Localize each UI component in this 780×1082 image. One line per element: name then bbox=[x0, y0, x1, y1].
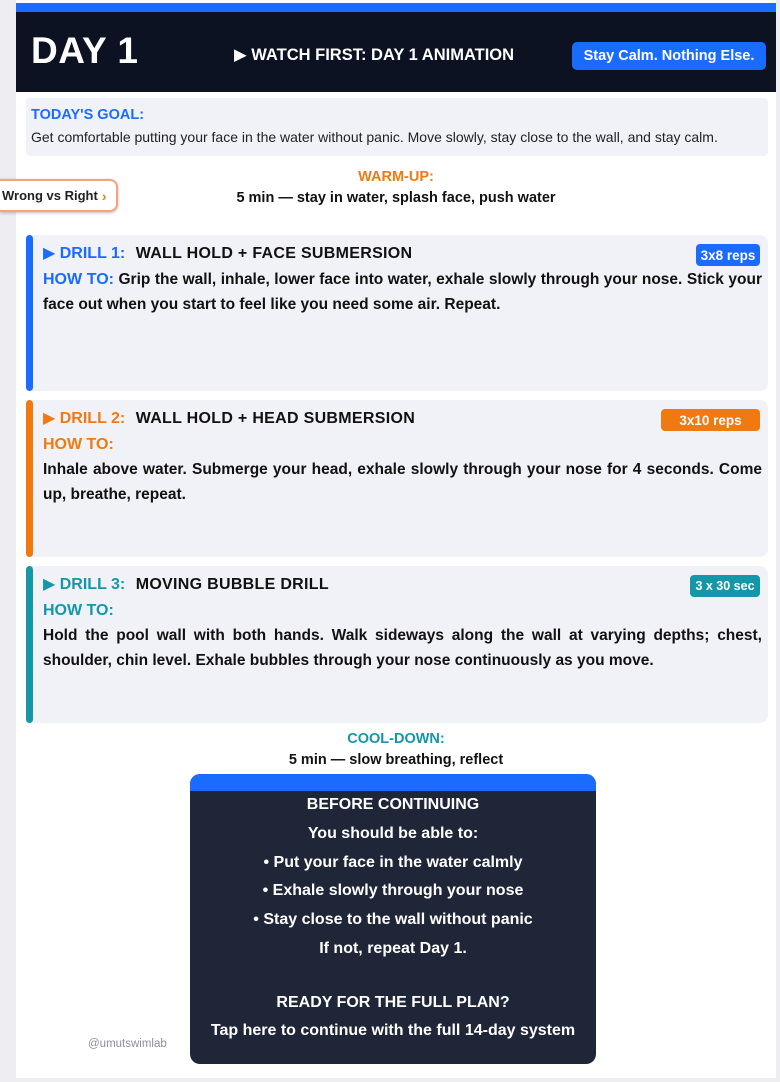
stay-calm-badge: Stay Calm. Nothing Else. bbox=[572, 42, 766, 70]
drill-title bbox=[43, 243, 412, 263]
drill-card-2 bbox=[26, 400, 768, 557]
drill-title bbox=[43, 574, 329, 594]
drill-name: MOVING BUBBLE DRILL bbox=[135, 576, 329, 593]
cta-title: READY FOR THE FULL PLAN? bbox=[276, 994, 510, 1011]
cta-link[interactable]: Tap here to continue with the full 14-day system bbox=[210, 1022, 576, 1039]
watch-animation-link[interactable]: ▶ WATCH FIRST: DAY 1 ANIMATION bbox=[234, 46, 515, 64]
warmup-label: WARM-UP: bbox=[358, 169, 434, 185]
wrong-vs-right-button[interactable] bbox=[0, 179, 118, 212]
chevron-right-icon: › bbox=[101, 187, 107, 204]
repeat-note: If not, repeat Day 1. bbox=[319, 940, 467, 957]
reps-badge: 3x8 reps bbox=[696, 244, 760, 266]
drill-number: ▶ DRILL 3: bbox=[43, 576, 126, 593]
drill-number: ▶ DRILL 2: bbox=[43, 410, 126, 427]
drill-card-3 bbox=[26, 566, 768, 723]
top-accent-bar bbox=[16, 3, 776, 12]
drill-name: WALL HOLD + FACE SUBMERSION bbox=[135, 245, 413, 262]
checklist-item: • Put your face in the water calmly bbox=[263, 854, 523, 871]
goal-label: TODAY'S GOAL: bbox=[31, 107, 145, 123]
day-plan-page bbox=[16, 0, 776, 1078]
howto-text: Hold the pool wall with both hands. Walk sideways along the wall at varying depths; chest, shoulder, chin level. Exhale bubbles through your nose continuously as you move. bbox=[43, 627, 762, 669]
watermark: @umutswimlab bbox=[88, 1038, 167, 1050]
cooldown-label: COOL-DOWN: bbox=[347, 731, 445, 747]
howto-label: HOW TO: bbox=[43, 271, 114, 288]
checklist-subtitle: You should be able to: bbox=[307, 825, 479, 842]
drill-name: WALL HOLD + HEAD SUBMERSION bbox=[135, 410, 416, 427]
warmup-text: 5 min — stay in water, splash face, push water bbox=[236, 190, 556, 206]
reps-badge: 3x10 reps bbox=[661, 409, 760, 431]
checklist-title: BEFORE CONTINUING bbox=[306, 796, 480, 813]
cooldown-text: 5 min — slow breathing, reflect bbox=[288, 752, 504, 768]
drill-instructions bbox=[43, 267, 762, 317]
header bbox=[16, 12, 776, 92]
howto-label: HOW TO: bbox=[43, 602, 114, 619]
drill-title bbox=[43, 408, 415, 428]
howto-label: HOW TO: bbox=[43, 436, 114, 453]
checklist-item: • Stay close to the wall without panic bbox=[253, 911, 533, 928]
goal-text: Get comfortable putting your face in the water without panic. Move slowly, stay close to the wall, and stay calm. bbox=[31, 129, 718, 145]
todays-goal-box bbox=[26, 98, 768, 156]
page-title: DAY 1 bbox=[31, 30, 139, 71]
drill-accent-bar bbox=[26, 400, 33, 557]
continue-full-plan-card[interactable] bbox=[190, 774, 596, 1064]
drill-instructions bbox=[43, 432, 762, 507]
drill-accent-bar bbox=[26, 566, 33, 723]
drill-instructions bbox=[43, 598, 762, 673]
drill-card-1 bbox=[26, 235, 768, 391]
drill-accent-bar bbox=[26, 235, 33, 391]
drill-number: ▶ DRILL 1: bbox=[43, 245, 126, 262]
reps-badge: 3 x 30 sec bbox=[690, 575, 760, 597]
howto-text: Grip the wall, inhale, lower face into water, exhale slowly through your nose. Stick your face out when you start to feel like you need some air. Repeat. bbox=[43, 271, 762, 313]
checklist-item: • Exhale slowly through your nose bbox=[262, 882, 524, 899]
card-accent-cap bbox=[190, 774, 596, 791]
howto-text: Inhale above water. Submerge your head, exhale slowly through your nose for 4 seconds. Come up, breathe, repeat. bbox=[43, 461, 762, 503]
wrong-vs-right-label: Wrong vs Right bbox=[2, 188, 98, 203]
